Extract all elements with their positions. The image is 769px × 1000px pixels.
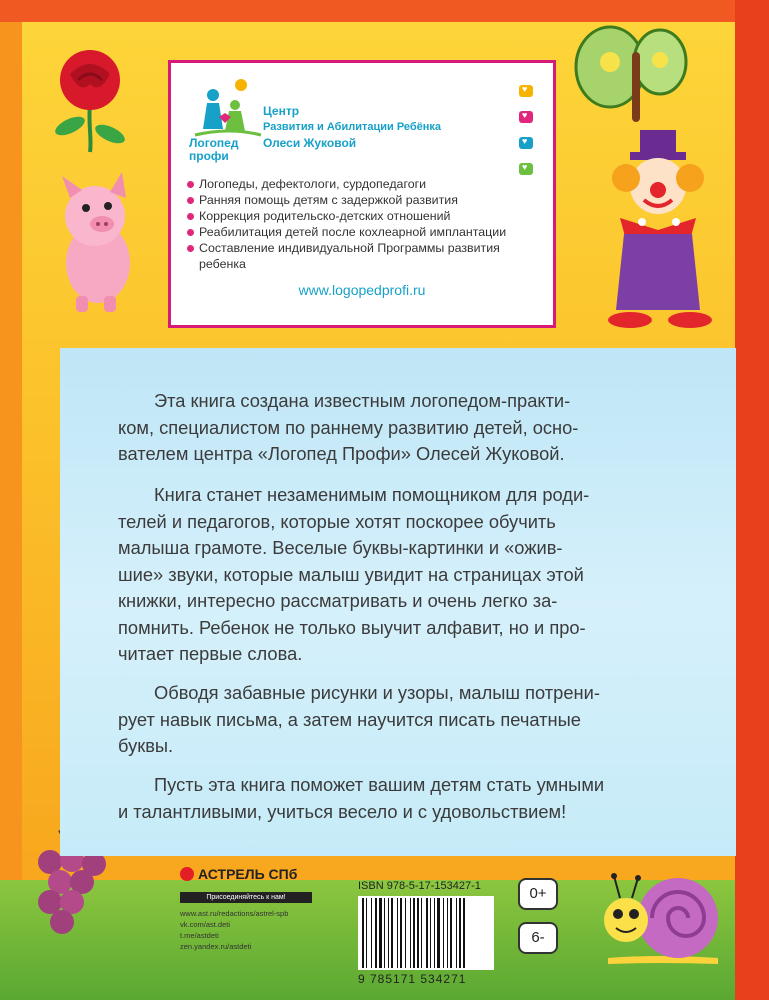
service-item: Ранняя помощь детям с задержкой развития [185, 192, 535, 208]
text-line: Обводя забавные рисунки и узоры, малыш потрени- [154, 682, 600, 703]
center-title [263, 103, 441, 151]
text-line: и талантливыми, учиться весело и с удовольствием! [118, 800, 567, 822]
logo-text-line2: профи [189, 149, 229, 163]
paragraph-3 [118, 680, 712, 760]
website-link[interactable]: www.logopedprofi.ru [298, 282, 426, 298]
snail-illustration [598, 858, 728, 968]
isbn-label: ISBN 978-5-17-153427-1 [358, 880, 481, 892]
isbn-barcode-block [352, 876, 502, 990]
clown-illustration [580, 130, 730, 330]
text-line: читает первые слова. [118, 643, 303, 664]
description-panel [60, 348, 736, 856]
center-title-line1: Центр [263, 104, 300, 118]
publisher-logo [180, 866, 297, 882]
paragraph-2 [118, 482, 712, 668]
pig-illustration [40, 168, 150, 318]
paragraph-1 [118, 388, 712, 468]
spine-strip [735, 0, 769, 1000]
heart-badge-icon [519, 111, 533, 123]
text-line: помнить. Ребенок не только выучит алфавит, но и про- [118, 616, 586, 638]
top-color-band [0, 0, 735, 22]
logo-text-line1: Логопед [189, 136, 239, 150]
barcode-number: 9 785171 534271 [358, 972, 467, 986]
text-line: ком, специалистом по раннему развитию детей, осно- [118, 416, 579, 438]
left-color-band [0, 22, 22, 1000]
text-line: шие» звуки, которые малыш увидит на страницах этой [118, 563, 584, 585]
heart-badge-icon [519, 163, 533, 175]
heart-badges [519, 85, 535, 189]
center-title-line2: Развития и Абилитации Ребёнка [263, 121, 442, 133]
barcode-icon [358, 896, 494, 970]
text-line: вателем центра «Логопед Профи» Олесей Жуковой. [118, 443, 565, 464]
butterfly-illustration [570, 22, 700, 132]
text-line: Пусть эта книга поможет вашим детям стать умными [154, 774, 605, 795]
heart-badge-icon [519, 85, 533, 97]
service-item: Составление индивидуальной Программы развития ребенка [185, 240, 535, 272]
text-line: Книга станет незаменимым помощником для роди- [154, 484, 590, 505]
publisher-block [180, 866, 350, 986]
heart-badge-icon [519, 137, 533, 149]
publisher-link[interactable]: t.me/astdeti [180, 931, 219, 940]
text-line: малыша грамоте. Веселые буквы-картинки и «ожив- [118, 537, 563, 558]
text-line: Эта книга создана известным логопедом-практи- [154, 390, 571, 411]
join-us-label: Присоединяйтесь к нам! [180, 892, 312, 903]
text-line: телей и педагогов, которые хотят поскорее обучить [118, 510, 556, 532]
publisher-link[interactable]: zen.yandex.ru/astdeti [180, 942, 252, 951]
publisher-link[interactable]: vk.com/ast.deti [180, 920, 231, 929]
center-title-line3: Олеси Жуковой [263, 136, 357, 150]
age-rating-badge: 6- [518, 922, 558, 954]
logoped-profi-info-card [168, 60, 556, 328]
age-rating-badge: 0+ [518, 878, 558, 910]
rose-illustration [40, 44, 140, 154]
service-item: Логопеды, дефектологи, сурдопедагоги [185, 176, 535, 192]
service-item: Коррекция родительско-детских отношений [185, 208, 535, 224]
text-line: книжки, интересно рассматривать и очень легко за- [118, 590, 558, 611]
astrel-logo-icon [180, 867, 194, 881]
logo-text [189, 137, 238, 163]
paragraph-4 [118, 772, 712, 825]
service-item: Реабилитация детей после кохлеарной имплантации [185, 224, 535, 240]
text-line: рует навык письма, а затем научится писать печатные [118, 708, 581, 730]
text-line: буквы. [118, 735, 174, 756]
services-list [185, 176, 535, 272]
publisher-link[interactable]: www.ast.ru/redactions/astrel-spb [180, 909, 289, 918]
publisher-name: АСТРЕЛЬ СПб [198, 866, 298, 882]
publisher-links [180, 908, 288, 952]
